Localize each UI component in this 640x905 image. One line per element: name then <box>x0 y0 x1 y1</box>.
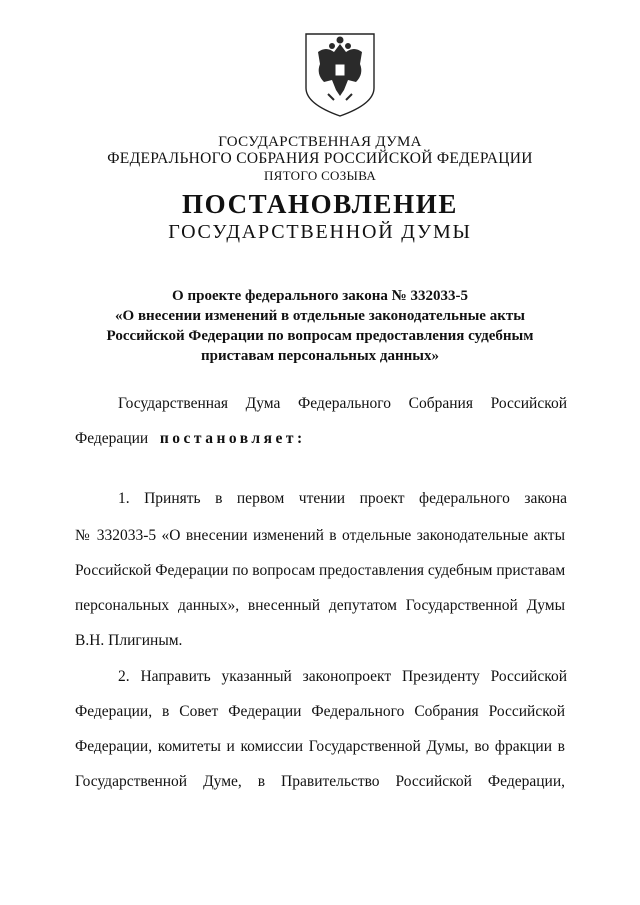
paragraph-line: Федерации, комитеты и комиссии Государственной Думы, во фракции в <box>75 738 565 755</box>
org-line-3: ПЯТОГО СОЗЫВА <box>263 168 377 183</box>
paragraph-line: № 332033-5 «О внесении изменений в отдельные законодательные акты <box>75 527 565 544</box>
resolves-word: постановляет: <box>159 430 306 447</box>
document-title: ПОСТАНОВЛЕНИЕ <box>182 189 458 219</box>
subject-line: приставам персональных данных» <box>200 348 439 364</box>
paragraph-line: В.Н. Плигиным. <box>75 632 183 649</box>
subject-line: О проекте федерального закона № 332033-5 <box>172 288 468 304</box>
coat-of-arms-icon <box>302 30 378 118</box>
paragraph-line: 2. Направить указанный законопроект Президенту Российской <box>118 668 567 685</box>
org-line-2: ФЕДЕРАЛЬНОГО СОБРАНИЯ РОССИЙСКОЙ ФЕДЕРАЦИИ <box>107 150 533 167</box>
paragraph-line: персональных данных», внесенный депутатом Государственной Думы <box>75 597 565 614</box>
paragraph-line: Федерации, в Совет Федерации Федерального Собрания Российской <box>75 703 565 720</box>
preamble-line <box>75 430 565 448</box>
subject-heading <box>60 286 580 366</box>
document-subtitle: ГОСУДАРСТВЕННОЙ ДУМЫ <box>168 221 472 243</box>
paragraph-line: Российской Федерации по вопросам предоставления судебным приставам <box>75 562 566 579</box>
preamble-start: Федерации <box>75 430 149 447</box>
paragraph-line: Государственной Думе, в Правительство Российской Федерации, <box>75 773 565 790</box>
subject-line: «О внесении изменений в отдельные законодательные акты <box>115 308 525 324</box>
paragraph-line: 1. Принять в первом чтении проект федерального закона <box>118 490 567 507</box>
org-line-1: ГОСУДАРСТВЕННАЯ ДУМА <box>218 134 422 150</box>
preamble-line: Государственная Дума Федерального Собрания Российской <box>118 395 567 412</box>
subject-line: Российской Федерации по вопросам предоставления судебным <box>106 328 534 344</box>
